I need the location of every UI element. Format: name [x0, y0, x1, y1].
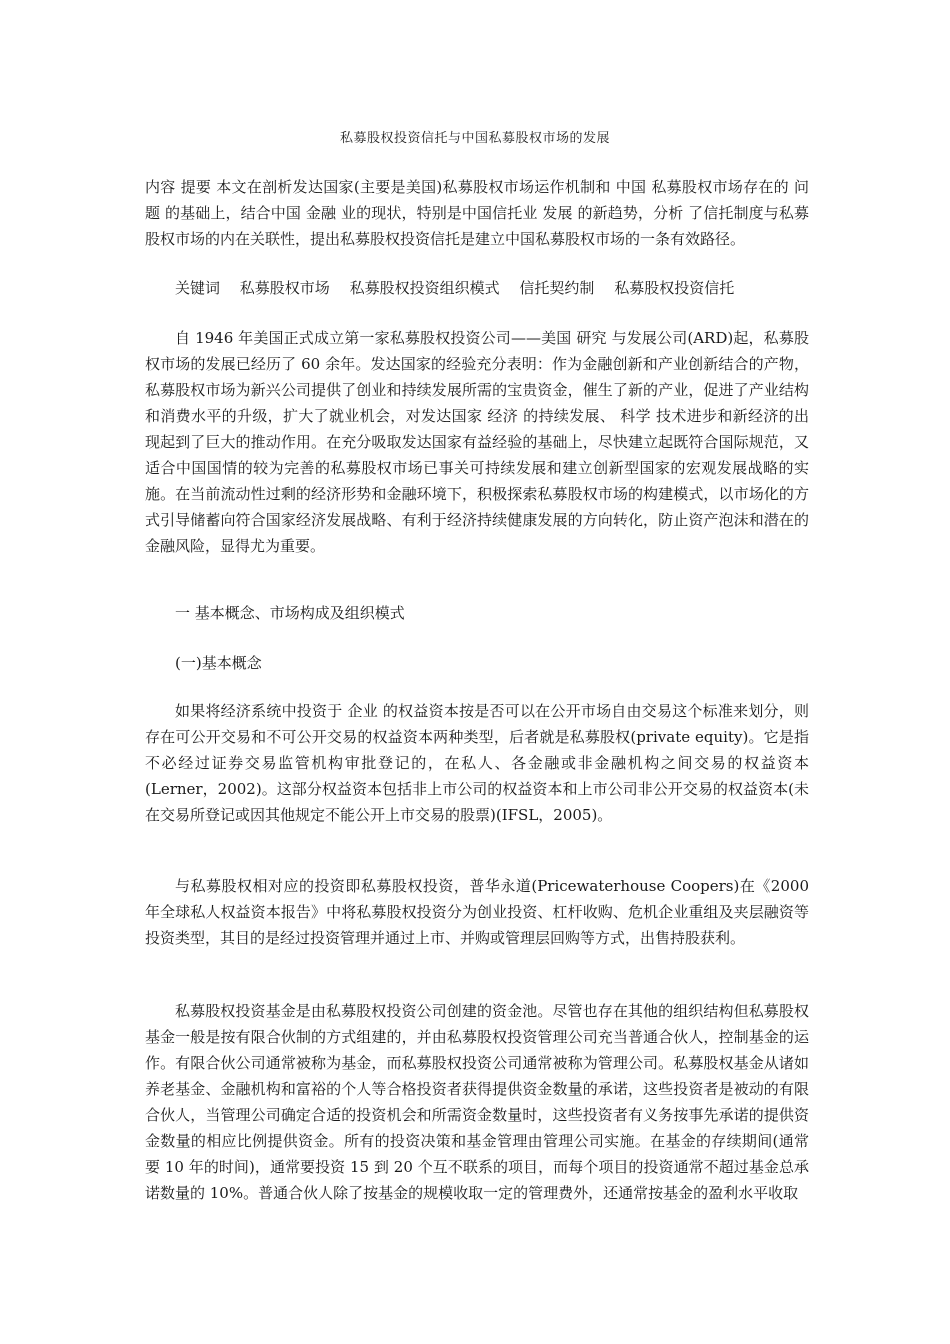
body-paragraph: 与私募股权相对应的投资即私募股权投资，普华永道(Pricewaterhouse Coopers)在《2000 年全球私人权益资本报告》中将私募股权投资分为创业投资、杠杆收购、危机企业重组及夹层融资等投资类型，其目的是经过投资管理并通过上市、并购或管理层回购等方式，出售持股获利。: [145, 877, 809, 947]
abstract-paragraph: 内容 提要 本文在剖析发达国家(主要是美国)私募股权市场运作机制和 中国 私募股权市场存在的 问题 的基础上，结合中国 金融 业的现状，特别是中国信托业 发展 的新趋势，分析 了信托制度与私募股权市场的内在关联性，提出私募股权投资信托是建立中国私募股权市场的一条有效路径。: [145, 178, 809, 248]
keyword-item: 私募股权投资信托: [614, 279, 735, 297]
keyword-item: 私募股权市场: [239, 279, 330, 297]
subsection-heading: (一)基本概念: [175, 654, 262, 672]
keyword-item: 信托契约制: [519, 279, 595, 297]
body-paragraph: 自 1946 年美国正式成立第一家私募股权投资公司——美国 研究 与发展公司(ARD)起，私募股权市场的发展已经历了 60 余年。发达国家的经验充分表明：作为金融创新和产业创新结合的产物，私募股权市场为新兴公司提供了创业和持续发展所需的宝贵资金，催生了新的产业，促进了产业结构和消费水平的升级，扩大了就业机会，对发达国家 经济 的持续发展、 科学 技术进步和新经济的出现起到了巨大的推动作用。在充分吸取发达国家有益经验的基础上，尽快建立起既符合国际规范，又适合中国国情的较为完善的私募股权市场已事关可持续发展和建立创新型国家的宏观发展战略的实施。在当前流动性过剩的经济形势和金融环境下，积极探索私募股权市场的构建模式，以市场化的方式引导储蓄向符合国家经济发展战略、有利于经济持续健康发展的方向转化，防止资产泡沫和潜在的金融风险，显得尤为重要。: [145, 329, 809, 555]
keywords-label: 关键词: [175, 279, 221, 297]
keywords-line: [145, 275, 809, 301]
keyword-item: 私募股权投资组织模式: [349, 279, 500, 297]
section-heading: 一 基本概念、市场构成及组织模式: [175, 604, 405, 622]
body-paragraph: 如果将经济系统中投资于 企业 的权益资本按是否可以在公开市场自由交易这个标准来划分，则存在可公开交易和不可公开交易的权益资本两种类型，后者就是私募股权(private equity)。它是指不必经过证券交易监管机构审批登记的，在私人、各金融或非金融机构之间交易的权益资本(Lerner，2002)。这部分权益资本包括非上市公司的权益资本和上市公司非公开交易的权益资本(未在交易所登记或因其他规定不能公开上市交易的股票)(IFSL，2005)。: [145, 702, 809, 824]
body-paragraph: 私募股权投资基金是由私募股权投资公司创建的资金池。尽管也存在其他的组织结构但私募股权基金一般是按有限合伙制的方式组建的，并由私募股权投资管理公司充当普通合伙人，控制基金的运作。有限合伙公司通常被称为基金，而私募股权投资公司通常被称为管理公司。私募股权基金从诸如养老基金、金融机构和富裕的个人等合格投资者获得提供资金数量的承诺，这些投资者是被动的有限合伙人，当管理公司确定合适的投资机会和所需资金数量时，这些投资者有义务按事先承诺的提供资金数量的相应比例提供资金。所有的投资决策和基金管理由管理公司实施。在基金的存续期间(通常要 10 年的时间)，通常要投资 15 到 20 个互不联系的项目，而每个项目的投资通常不超过基金总承诺数量的 10%。普通合伙人除了按基金的规模收取一定的管理费外，还通常按基金的盈利水平收取: [145, 1002, 809, 1202]
document-title: 私募股权投资信托与中国私募股权市场的发展: [339, 131, 610, 146]
